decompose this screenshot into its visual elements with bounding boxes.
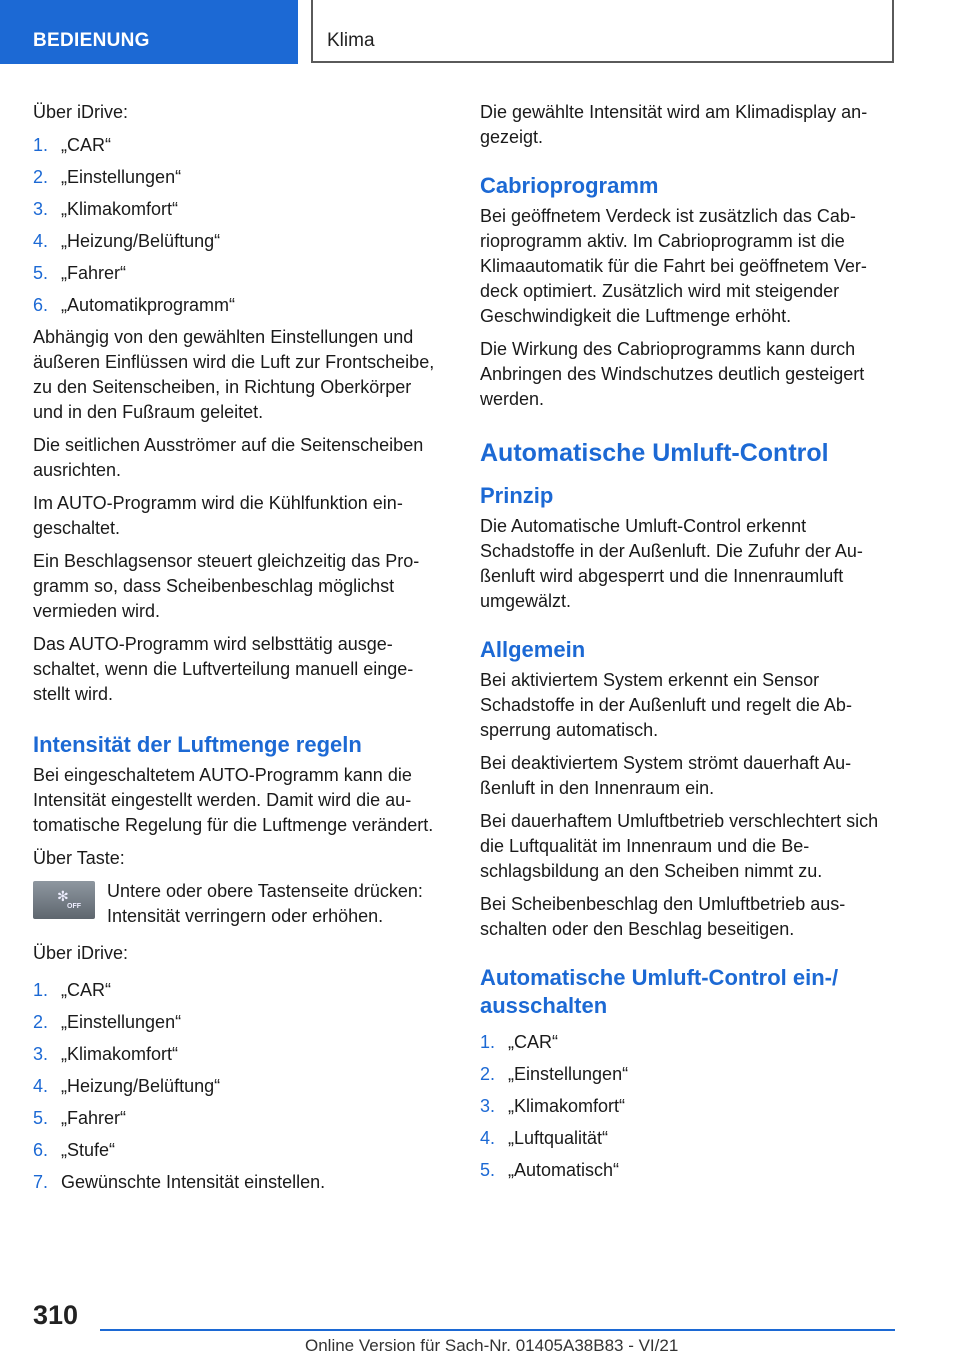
- idrive-steps-list: [480, 1030, 895, 1183]
- list-item-number: 3.: [33, 199, 49, 219]
- list-item-number: 1.: [33, 135, 49, 155]
- list-item-text: „Klimakomfort“: [61, 1044, 179, 1064]
- list-item-text: „Einstellungen“: [61, 167, 182, 187]
- idrive-steps-list: [33, 133, 443, 318]
- footer-divider: [100, 1329, 895, 1331]
- paragraph: Bei Scheibenbeschlag den Umluftbetrieb ausschalten oder den Beschlag beseitigen.: [480, 894, 846, 939]
- paragraph: Über iDrive:: [33, 102, 129, 122]
- list-item-number: 1.: [480, 1032, 496, 1052]
- paragraph: Die Wirkung des Cabrioprogramms kann durch Anbringen des Windschutzes deutlich gesteigert werden.: [480, 339, 865, 409]
- list-item: [33, 197, 443, 222]
- list-item-text: „CAR“: [61, 980, 111, 1000]
- list-item: [33, 293, 443, 318]
- list-item-text: „Luftqualität“: [508, 1128, 609, 1148]
- list-item-number: 5.: [33, 263, 49, 283]
- paragraph: Im AUTO-Programm wird die Kühlfunktion eingeschaltet.: [33, 493, 403, 538]
- list-item: [33, 165, 443, 190]
- list-item: [33, 1106, 443, 1131]
- list-item: [33, 1138, 443, 1163]
- list-item-number: 3.: [480, 1096, 496, 1116]
- list-item: [480, 1030, 895, 1055]
- paragraph: Bei geöffnetem Verdeck ist zusätzlich das Cabrioprogramm aktiv. Im Cabrioprogramm ist die Klimaautomatik für die Fahrt bei geöffnetem Verdeck optimiert. Zusätzlich wird mit steigender Geschwindigkeit die Luftmenge erhöht.: [480, 206, 867, 326]
- list-item: [33, 261, 443, 286]
- idrive-steps-list: [33, 978, 443, 1195]
- paragraph: Die seitlichen Ausströmer auf die Seitenscheiben ausrichten.: [33, 435, 424, 480]
- fan-icon: ✻: [57, 888, 69, 904]
- button-label: OFF: [67, 903, 81, 910]
- section-tab: [0, 0, 298, 64]
- heading-cabrio: Cabrioprogramm: [480, 173, 659, 198]
- button-instruction-text: Untere oder obere Tastenseite drücken: Intensität verringern oder erhöhen.: [107, 881, 423, 926]
- footer-version: Online Version für Sach-Nr. 01405A38B83 - VI/21: [305, 1336, 679, 1355]
- paragraph: Abhängig von den gewählten Einstellungen und äußeren Einflüssen wird die Luft zur Frontscheibe, zu den Seitenscheiben, in Richtung Oberkörper und in den Fußraum geleitet.: [33, 327, 435, 422]
- list-item-number: 3.: [33, 1044, 49, 1064]
- list-item-number: 2.: [33, 1012, 49, 1032]
- list-item: [33, 1042, 443, 1067]
- list-item-text: „Stufe“: [61, 1140, 116, 1160]
- list-item-number: 4.: [33, 1076, 49, 1096]
- list-item-number: 4.: [33, 231, 49, 251]
- paragraph: Über iDrive:: [33, 943, 129, 963]
- paragraph: Über Taste:: [33, 848, 125, 868]
- list-item-number: 2.: [480, 1064, 496, 1084]
- list-item-text: „Fahrer“: [61, 263, 127, 283]
- paragraph: Bei deaktiviertem System strömt dauerhaft Außenluft in den Innenraum ein.: [480, 753, 852, 798]
- paragraph: Bei eingeschaltetem AUTO-Programm kann die Intensität eingestellt werden. Damit wird die automatische Regelung für die Luftmenge verändert.: [33, 765, 434, 835]
- list-item: [33, 1170, 443, 1195]
- list-item: [480, 1158, 895, 1183]
- list-item-text: „Einstellungen“: [61, 1012, 182, 1032]
- page-number: 310: [33, 1300, 79, 1330]
- paragraph: Ein Beschlagsensor steuert gleichzeitig das Programm so, dass Scheibenbeschlag möglichst vermieden wird.: [33, 551, 420, 621]
- heading-allgemein: Allgemein: [480, 637, 586, 662]
- button-instruction: [33, 879, 443, 929]
- paragraph: Die gewählte Intensität wird am Klimadisplay angezeigt.: [480, 102, 868, 147]
- list-item: [33, 133, 443, 158]
- left-column: [33, 100, 443, 1202]
- heading-auc: Automatische Umluft-Control: [480, 439, 829, 467]
- fan-off-button-icon: [33, 881, 95, 919]
- list-item-text: „CAR“: [508, 1032, 558, 1052]
- list-item-text: „Klimakomfort“: [61, 199, 179, 219]
- list-item: [480, 1094, 895, 1119]
- list-item-text: „Klimakomfort“: [508, 1096, 626, 1116]
- list-item: [480, 1062, 895, 1087]
- list-item-text: „Heizung/Belüftung“: [61, 231, 221, 251]
- heading-prinzip: Prinzip: [480, 483, 554, 508]
- paragraph: Die Automatische Umluft-Control erkennt Schadstoffe in der Außenluft. Die Zufuhr der Außenluft wird abgesperrt und die Innenraumluft umgewälzt.: [480, 516, 863, 611]
- chapter-tab: [311, 0, 894, 63]
- list-item-number: 4.: [480, 1128, 496, 1148]
- chapter-title: Klima: [327, 30, 375, 51]
- list-item-number: 2.: [33, 167, 49, 187]
- paragraph: Bei dauerhaftem Umluftbetrieb verschlechtert sich die Luftqualität im Innenraum und die Beschlagsbildung an den Scheiben nimmt zu.: [480, 811, 879, 881]
- list-item-text: „Fahrer“: [61, 1108, 127, 1128]
- paragraph: Bei aktiviertem System erkennt ein Sensor Schadstoffe in der Außenluft und regelt die Absperrung automatisch.: [480, 670, 852, 740]
- list-item-number: 1.: [33, 980, 49, 1000]
- list-item: [33, 978, 443, 1003]
- list-item-number: 5.: [480, 1160, 496, 1180]
- list-item-text: Gewünschte Intensität einstellen.: [61, 1172, 326, 1192]
- list-item: [33, 1074, 443, 1099]
- list-item-text: „Automatikprogramm“: [61, 295, 236, 315]
- list-item-text: „Automatisch“: [508, 1160, 620, 1180]
- section-title: BEDIENUNG: [33, 30, 150, 51]
- list-item: [33, 229, 443, 254]
- right-column: [480, 100, 895, 1190]
- list-item-text: „CAR“: [61, 135, 111, 155]
- paragraph: Das AUTO-Programm wird selbsttätig ausgeschaltet, wenn die Luftverteilung manuell eingestellt wird.: [33, 634, 414, 704]
- list-item-number: 7.: [33, 1172, 49, 1192]
- list-item: [480, 1126, 895, 1151]
- list-item-text: „Einstellungen“: [508, 1064, 629, 1084]
- list-item-number: 6.: [33, 295, 49, 315]
- heading-intensity: Intensität der Luftmenge regeln: [33, 732, 362, 757]
- list-item-number: 5.: [33, 1108, 49, 1128]
- list-item: [33, 1010, 443, 1035]
- list-item-text: „Heizung/Belüftung“: [61, 1076, 221, 1096]
- heading-auc-onoff: Automatische Umluft-Control ein-/ ausschalten: [480, 965, 839, 1018]
- list-item-number: 6.: [33, 1140, 49, 1160]
